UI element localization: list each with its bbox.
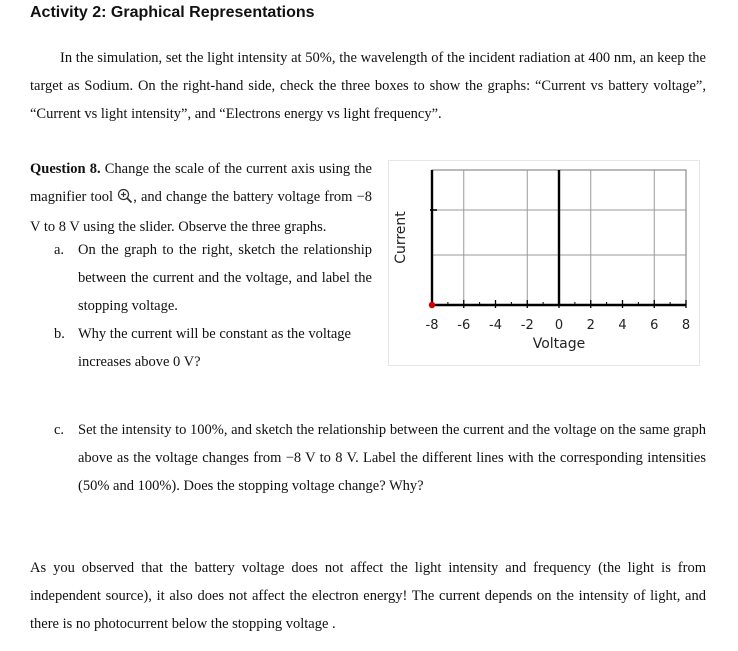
item-a <box>54 236 372 320</box>
current-voltage-chart <box>388 160 700 366</box>
x-tick-label: -2 <box>520 318 534 333</box>
item-c <box>54 416 706 500</box>
x-tick-label: 2 <box>586 318 595 333</box>
question-8 <box>30 155 372 241</box>
x-tick-label: -8 <box>425 318 439 333</box>
x-tick-label: 4 <box>618 318 627 333</box>
x-axis-label: Voltage <box>532 336 586 352</box>
intro-paragraph: In the simulation, set the light intensity at 50%, the wavelength of the incident radiation at 400 nm, an keep the target as Sodium. On the right-hand side, check the three boxes to show the graphs: “Current vs battery voltage”, “Current vs light intensity”, and “Electrons energy vs light frequency”. <box>30 50 706 122</box>
activity-heading: Activity 2: Graphical Representations <box>30 4 315 21</box>
item-a-text: On the graph to the right, sketch the relationship between the current and the voltage, and label the stopping voltage. <box>78 242 372 314</box>
question-8-text-1: Change the scale of the current axis using the magnifier tool <box>30 161 372 205</box>
x-tick-label: 8 <box>681 318 691 333</box>
item-c-label: c. <box>54 422 65 438</box>
y-axis-label: Current <box>393 211 409 264</box>
operating-point-marker <box>429 302 435 308</box>
item-b-label: b. <box>54 326 65 342</box>
question-8-label: Question 8. <box>30 161 101 177</box>
question-8-text-2: , and change the battery voltage from −8 V to 8 V using the slider. Observe the three graphs. <box>30 189 373 235</box>
x-tick-label: -4 <box>489 318 502 333</box>
item-a-label: a. <box>54 242 65 258</box>
magnifier-zoom-icon <box>117 185 133 213</box>
x-tick-label: -6 <box>457 318 471 333</box>
item-b-text: Why the current will be constant as the voltage increases above 0 V? <box>78 326 351 370</box>
item-c-text: Set the intensity to 100%, and sketch the relationship between the current and the voltage on the same graph above as the voltage changes from −8 V to 8 V. Label the different lines with the corresponding intensities (50% and 100%). Does the stopping voltage change? Why? <box>78 422 706 494</box>
conclusion-paragraph: As you observed that the battery voltage does not affect the light intensity and frequency (the light is from independent source), it also does not affect the electron energy! The current depends on the intensity of light, and there is no photocurrent below the stopping voltage . <box>30 560 706 632</box>
x-tick-label: 0 <box>554 318 564 333</box>
x-tick-label: 6 <box>650 318 659 333</box>
item-b <box>54 320 372 376</box>
